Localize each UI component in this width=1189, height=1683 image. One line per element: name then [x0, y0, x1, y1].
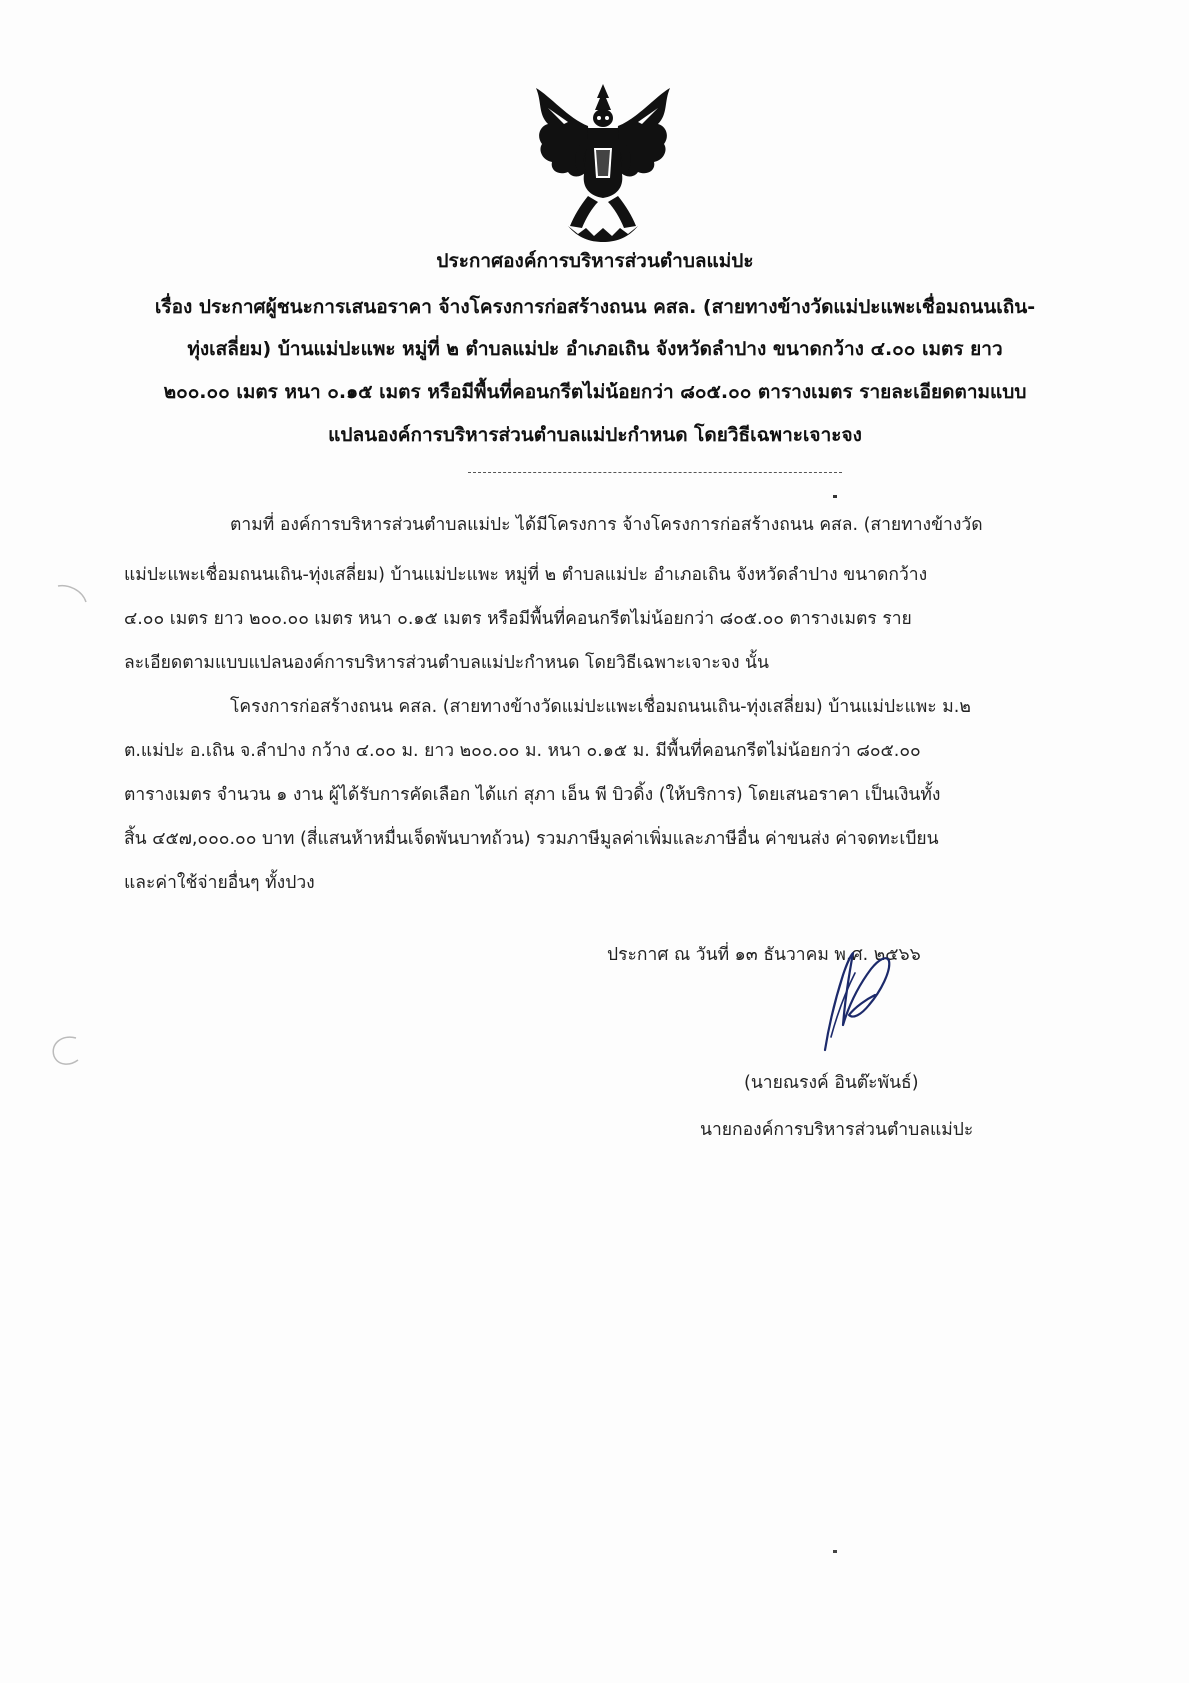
- signer-name: (นายณรงค์ อินต๊ะพันธ์): [744, 1073, 919, 1093]
- scan-speck: [833, 1550, 837, 1553]
- subject-line: เรื่อง ประกาศผู้ชนะการเสนอราคา จ้างโครงการก่อสร้างถนน คสล. (สายทางข้างวัดแม่ปะแพะเชื่อมถนนเถิน-: [154, 296, 1036, 318]
- separator-rule: [468, 472, 842, 473]
- paragraph-1-line: ละเอียดตามแบบแปลนองค์การบริหารส่วนตำบลแม่ปะกำหนด โดยวิธีเฉพาะเจาะจง นั้น: [124, 653, 769, 673]
- handwritten-signature: [815, 945, 895, 1055]
- paragraph-2-line: โครงการก่อสร้างถนน คสล. (สายทางข้างวัดแม่ปะแพะเชื่อมถนนเถิน-ทุ่งเสลี่ยม) บ้านแม่ปะแพะ ม.๒: [230, 697, 971, 717]
- paragraph-1-line: แม่ปะแพะเชื่อมถนนเถิน-ทุ่งเสลี่ยม) บ้านแม่ปะแพะ หมู่ที่ ๒ ตำบลแม่ปะ อำเภอเถิน จังหวัดลำปาง ขนาดกว้าง: [124, 565, 928, 585]
- garuda-emblem-icon: [528, 78, 678, 246]
- document-title: ประกาศองค์การบริหารส่วนตำบลแม่ปะ: [436, 250, 754, 272]
- punch-hole-mark: [52, 580, 92, 620]
- subject-line: ๒๐๐.๐๐ เมตร หนา ๐.๑๕ เมตร หรือมีพื้นที่คอนกรีตไม่น้อยกว่า ๘๐๕.๐๐ ตารางเมตร รายละเอียดตามแบบ: [163, 381, 1027, 403]
- punch-hole-mark: [46, 1030, 86, 1070]
- signer-title: นายกองค์การบริหารส่วนตำบลแม่ปะ: [700, 1120, 974, 1140]
- scan-speck: [833, 495, 837, 498]
- subject-line: แปลนองค์การบริหารส่วนตำบลแม่ปะกำหนด โดยวิธีเฉพาะเจาะจง: [328, 424, 862, 446]
- paragraph-2-line: สิ้น ๔๕๗,๐๐๐.๐๐ บาท (สี่แสนห้าหมื่นเจ็ดพันบาทถ้วน) รวมภาษีมูลค่าเพิ่มและภาษีอื่น ค่าขนส่ง ค่าจดทะเบียน: [124, 829, 939, 849]
- paragraph-2-line: ต.แม่ปะ อ.เถิน จ.ลำปาง กว้าง ๔.๐๐ ม. ยาว ๒๐๐.๐๐ ม. หนา ๐.๑๕ ม. มีพื้นที่คอนกรีตไม่น้อยกว่า ๘๐๕.๐๐: [124, 741, 921, 761]
- paragraph-2-line: และค่าใช้จ่ายอื่นๆ ทั้งปวง: [124, 873, 315, 893]
- announcement-date: ประกาศ ณ วันที่ ๑๓ ธันวาคม พ.ศ. ๒๕๖๖: [607, 945, 921, 965]
- subject-line: ทุ่งเสลี่ยม) บ้านแม่ปะแพะ หมู่ที่ ๒ ตำบลแม่ปะ อำเภอเถิน จังหวัดลำปาง ขนาดกว้าง ๔.๐๐ เมตร ยาว: [187, 338, 1003, 360]
- paragraph-1-line: ตามที่ องค์การบริหารส่วนตำบลแม่ปะ ได้มีโครงการ จ้างโครงการก่อสร้างถนน คสล. (สายทางข้างวัด: [230, 515, 983, 535]
- paragraph-2-line: ตารางเมตร จำนวน ๑ งาน ผู้ได้รับการคัดเลือก ได้แก่ สุภา เอ็น พี บิวดิ้ง (ให้บริการ) โดยเสนอราคา เป็นเงินทั้ง: [124, 785, 941, 805]
- paragraph-1-line: ๔.๐๐ เมตร ยาว ๒๐๐.๐๐ เมตร หนา ๐.๑๕ เมตร หรือมีพื้นที่คอนกรีตไม่น้อยกว่า ๘๐๕.๐๐ ตารางเมตร ราย: [124, 609, 912, 629]
